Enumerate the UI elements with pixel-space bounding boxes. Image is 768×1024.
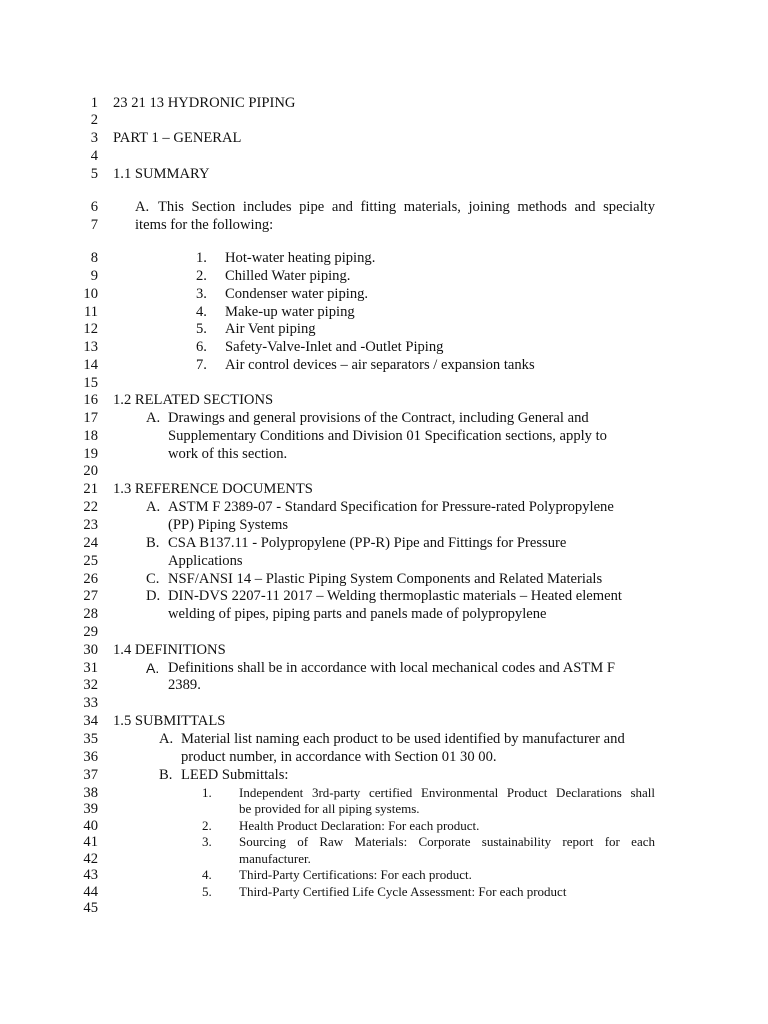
line-number: 21 <box>83 481 98 497</box>
line-number: 45 <box>83 900 98 916</box>
list-number: 5. <box>196 321 207 337</box>
line-number: 8 <box>90 250 98 266</box>
line-number: 17 <box>83 410 98 426</box>
list-item: Condenser water piping. <box>225 286 369 302</box>
line-number: 26 <box>83 571 98 587</box>
line-number: 14 <box>83 357 98 373</box>
line-number: 38 <box>83 785 98 801</box>
list-item: be provided for all piping systems. <box>239 801 420 816</box>
reference-line: (PP) Piping Systems <box>168 517 289 533</box>
list-marker: A. <box>146 660 160 676</box>
line-number: 22 <box>83 499 98 515</box>
submittals-paragraph-line: LEED Submittals: <box>181 767 289 783</box>
list-number: 3. <box>196 286 207 302</box>
reference-line: CSA B137.11 - Polypropylene (PP-R) Pipe and Fittings for Pressure <box>168 535 567 551</box>
list-item: Sourcing of Raw Materials: Corporate sustainability report for each <box>239 834 655 849</box>
summary-paragraph-line: items for the following: <box>135 217 274 233</box>
list-marker: D. <box>146 588 161 604</box>
list-number: 1. <box>196 250 207 266</box>
list-item: Health Product Declaration: For each product. <box>239 818 480 833</box>
summary-paragraph-line: This Section includes pipe and fitting materials, joining methods and specialty <box>158 199 655 215</box>
list-item: Third-Party Certifications: For each product. <box>239 867 472 882</box>
line-number: 5 <box>90 166 98 182</box>
line-number: 19 <box>83 446 98 462</box>
line-number: 9 <box>90 268 98 284</box>
line-number: 27 <box>83 588 98 604</box>
line-number: 10 <box>83 286 98 302</box>
reference-line: DIN-DVS 2207-11 2017 – Welding thermoplastic materials – Heated element <box>168 588 622 604</box>
list-marker: A. <box>146 499 161 515</box>
list-number: 6. <box>196 339 207 355</box>
line-number: 13 <box>83 339 98 355</box>
reference-line: welding of pipes, piping parts and panels made of polypropylene <box>168 606 547 622</box>
line-number: 2 <box>90 112 98 128</box>
line-number: 23 <box>83 517 98 533</box>
list-item: Hot-water heating piping. <box>225 250 376 266</box>
line-number: 4 <box>90 148 98 164</box>
definitions-paragraph-line: Definitions shall be in accordance with local mechanical codes and ASTM F <box>168 660 616 676</box>
line-number: 37 <box>83 767 98 783</box>
list-item: Chilled Water piping. <box>225 268 351 284</box>
line-number: 29 <box>83 624 98 640</box>
list-number: 2. <box>196 268 207 284</box>
submittals-paragraph-line: Material list naming each product to be used identified by manufacturer and <box>181 731 625 747</box>
list-number: 4. <box>202 867 212 882</box>
list-marker: A. <box>135 199 150 215</box>
list-number: 5. <box>202 884 212 899</box>
list-item: manufacturer. <box>239 851 311 866</box>
line-number: 30 <box>83 642 98 658</box>
submittals-heading: 1.5 SUBMITTALS <box>113 713 226 729</box>
line-number: 41 <box>83 834 98 850</box>
line-number: 39 <box>83 801 98 817</box>
list-marker: B. <box>146 535 160 551</box>
list-item: Air control devices – air separators / expansion tanks <box>225 357 535 373</box>
list-marker: A. <box>159 731 174 747</box>
list-number: 2. <box>202 818 212 833</box>
list-item: Safety-Valve-Inlet and -Outlet Piping <box>225 339 444 355</box>
line-number: 11 <box>83 304 98 320</box>
line-number: 12 <box>83 321 98 337</box>
line-number: 43 <box>83 867 98 883</box>
list-number: 7. <box>196 357 207 373</box>
line-number: 31 <box>83 660 98 676</box>
reference-line: NSF/ANSI 14 – Plastic Piping System Components and Related Materials <box>168 571 603 587</box>
part-heading: PART 1 – GENERAL <box>113 130 242 146</box>
list-marker: B. <box>159 767 173 783</box>
line-number: 3 <box>90 130 98 146</box>
line-number: 28 <box>83 606 98 622</box>
list-number: 1. <box>202 785 212 800</box>
list-marker: A. <box>146 410 161 426</box>
list-number: 4. <box>196 304 207 320</box>
section-title: 23 21 13 HYDRONIC PIPING <box>113 95 296 111</box>
related-paragraph-line: Supplementary Conditions and Division 01 Specification sections, apply to <box>168 428 607 444</box>
line-number: 20 <box>83 463 98 479</box>
related-heading: 1.2 RELATED SECTIONS <box>113 392 274 408</box>
line-number: 16 <box>83 392 98 408</box>
line-number: 36 <box>83 749 98 765</box>
line-number: 18 <box>83 428 98 444</box>
definitions-paragraph-line: 2389. <box>168 677 201 693</box>
related-paragraph-line: work of this section. <box>168 446 288 462</box>
line-number: 15 <box>83 375 98 391</box>
related-paragraph-line: Drawings and general provisions of the Contract, including General and <box>168 410 589 426</box>
line-number: 1 <box>90 95 98 111</box>
line-number: 7 <box>90 217 98 233</box>
list-number: 3. <box>202 834 212 849</box>
list-marker: C. <box>146 571 160 587</box>
submittals-paragraph-line: product number, in accordance with Section 01 30 00. <box>181 749 497 765</box>
summary-heading: 1.1 SUMMARY <box>113 166 210 182</box>
reference-line: Applications <box>168 553 243 569</box>
line-number: 40 <box>83 818 98 834</box>
line-number: 6 <box>90 199 98 215</box>
list-item: Third-Party Certified Life Cycle Assessment: For each product <box>239 884 567 899</box>
list-item: Make-up water piping <box>225 304 355 320</box>
definitions-heading: 1.4 DEFINITIONS <box>113 642 226 658</box>
line-number: 24 <box>83 535 98 551</box>
line-number: 34 <box>83 713 98 729</box>
list-item: Air Vent piping <box>225 321 316 337</box>
list-item: Independent 3rd-party certified Environmental Product Declarations shall <box>239 785 655 800</box>
line-number: 44 <box>83 884 98 900</box>
line-number: 42 <box>83 851 98 867</box>
reference-line: ASTM F 2389-07 - Standard Specification for Pressure-rated Polypropylene <box>168 499 614 515</box>
line-number: 32 <box>83 677 98 693</box>
line-number: 35 <box>83 731 98 747</box>
references-heading: 1.3 REFERENCE DOCUMENTS <box>113 481 313 497</box>
line-number: 25 <box>83 553 98 569</box>
line-number: 33 <box>83 695 98 711</box>
